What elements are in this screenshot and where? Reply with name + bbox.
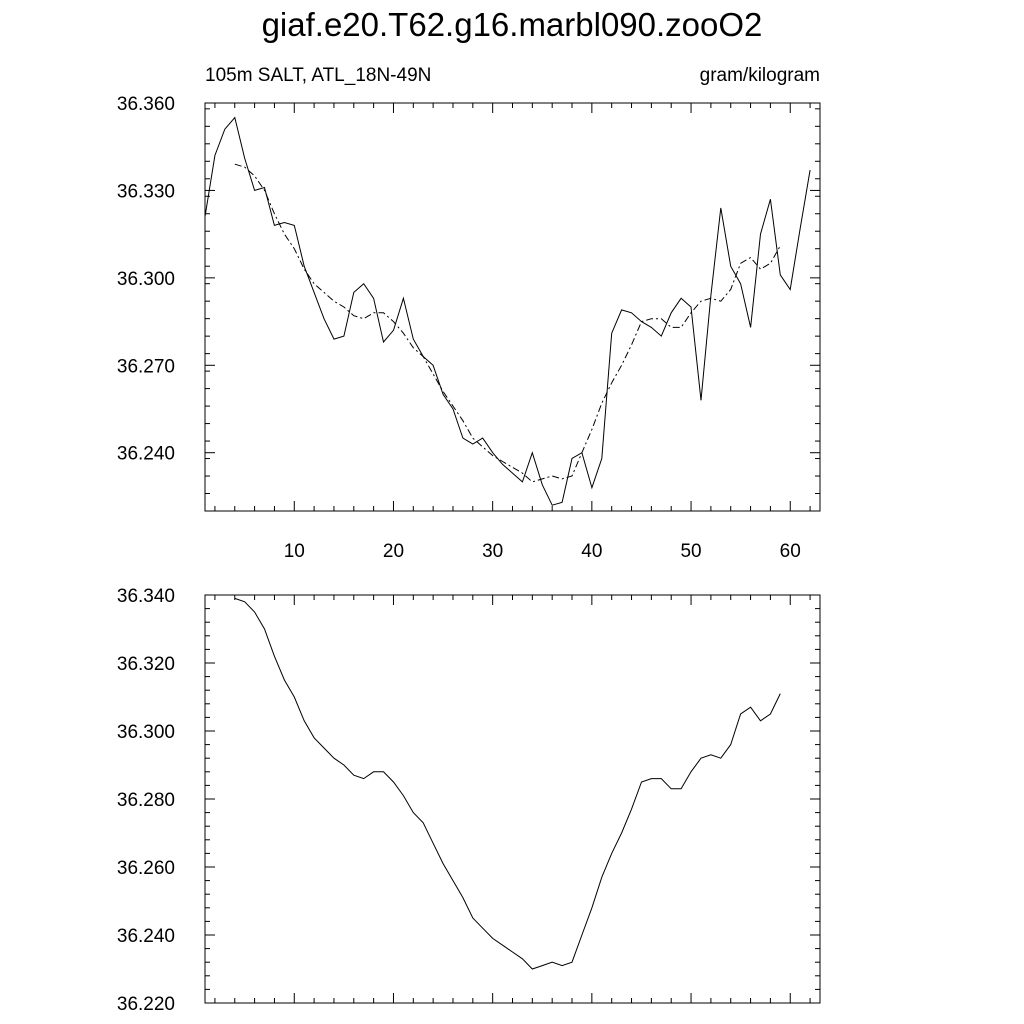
top-y-tick-label: 36.330 — [116, 181, 175, 203]
variable-region-label: 105m SALT, ATL_18N-49N — [205, 65, 432, 86]
top-panel — [117, 94, 820, 562]
units-label: gram/kilogram — [699, 65, 820, 86]
top-plot-frame — [205, 103, 820, 511]
top-y-tick-label: 36.270 — [116, 356, 175, 378]
bottom-y-tick-label: 36.320 — [116, 654, 175, 675]
top-x-tick-label: 50 — [680, 541, 702, 562]
bottom-series-solid-line — [235, 598, 781, 969]
bottom-panel — [117, 586, 820, 1015]
top-series-solid-line — [205, 118, 810, 506]
bottom-y-tick-label: 36.340 — [116, 586, 175, 607]
top-y-tick-label: 36.240 — [116, 443, 175, 465]
bottom-plot-frame — [205, 595, 820, 1003]
bottom-y-tick-label: 36.280 — [116, 790, 175, 811]
chart-title: giaf.e20.T62.g16.marbl090.zooO2 — [261, 6, 763, 43]
bottom-y-tick-label: 36.240 — [116, 926, 175, 947]
top-series-dash-dot-line — [235, 164, 781, 482]
bottom-y-tick-label: 36.300 — [116, 722, 175, 743]
top-x-tick-label: 40 — [581, 541, 603, 562]
bottom-y-tick-label: 36.260 — [116, 858, 175, 879]
top-y-tick-label: 36.360 — [116, 94, 175, 115]
top-y-tick-label: 36.300 — [116, 268, 175, 290]
top-x-tick-label: 10 — [283, 541, 305, 562]
top-x-tick-label: 20 — [382, 541, 405, 562]
top-x-tick-label: 60 — [779, 541, 801, 562]
top-x-tick-label: 30 — [482, 541, 504, 562]
bottom-y-tick-label: 36.220 — [116, 994, 175, 1015]
